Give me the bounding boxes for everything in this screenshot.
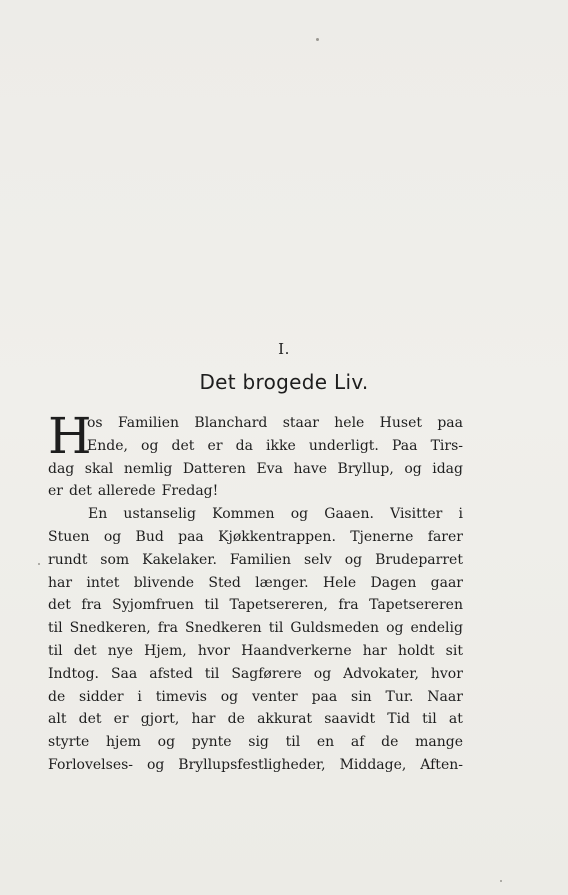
word: og bbox=[103, 528, 122, 545]
word: holdt bbox=[397, 642, 435, 659]
text-line bbox=[48, 435, 463, 458]
chapter-number: I. bbox=[278, 340, 290, 358]
word: er bbox=[207, 437, 223, 454]
word: En bbox=[88, 506, 108, 523]
word: en bbox=[316, 734, 335, 751]
word: de bbox=[381, 734, 399, 751]
word: og bbox=[404, 460, 422, 477]
word: sig bbox=[248, 734, 269, 751]
word: Indtog. bbox=[48, 665, 99, 682]
text-lines bbox=[48, 407, 463, 777]
word: skal bbox=[84, 460, 114, 477]
word: rundt bbox=[48, 551, 88, 568]
word: selv bbox=[303, 551, 332, 568]
word: Guldsmeden bbox=[290, 620, 380, 637]
word: af bbox=[350, 734, 365, 751]
word: de bbox=[48, 688, 66, 705]
word: nye bbox=[107, 642, 133, 659]
word: og bbox=[344, 551, 363, 568]
word: Middage, bbox=[339, 756, 407, 773]
word: endelig bbox=[410, 620, 463, 637]
word: Tid bbox=[387, 711, 411, 728]
word: og bbox=[157, 734, 176, 751]
word: venter bbox=[251, 688, 298, 705]
word: have bbox=[293, 460, 328, 477]
word: Dagen bbox=[370, 574, 417, 591]
text-line bbox=[48, 412, 463, 435]
word: hjem bbox=[106, 734, 141, 751]
word: intet bbox=[86, 574, 120, 591]
word: Tapetsereren, bbox=[229, 597, 328, 614]
word: som bbox=[100, 551, 130, 568]
word: Kjøkkentrappen. bbox=[218, 528, 336, 545]
word: nemlig bbox=[123, 460, 173, 477]
word: da bbox=[235, 437, 253, 454]
word: er bbox=[113, 711, 129, 728]
text-line bbox=[48, 617, 463, 640]
word: sit bbox=[445, 642, 463, 659]
word: hvor bbox=[197, 642, 230, 659]
paper-speck bbox=[38, 563, 40, 565]
word: Fredag! bbox=[161, 483, 219, 500]
text-line bbox=[48, 754, 463, 777]
word: Tirs- bbox=[430, 437, 463, 454]
word: i bbox=[137, 688, 142, 705]
word: de bbox=[227, 711, 245, 728]
word: staar bbox=[282, 415, 319, 431]
word: Bryllup, bbox=[337, 460, 394, 477]
word: underligt. bbox=[308, 437, 379, 454]
text-line bbox=[48, 663, 463, 686]
word: og bbox=[386, 620, 404, 637]
word: alt bbox=[48, 711, 67, 728]
word: og bbox=[141, 437, 159, 454]
text-line bbox=[48, 686, 463, 709]
word: Syjomfruen bbox=[112, 597, 194, 614]
word: sin bbox=[351, 688, 372, 705]
word: os bbox=[87, 415, 103, 431]
word: Advokater, bbox=[343, 665, 419, 682]
word: til bbox=[204, 597, 219, 614]
text-line bbox=[48, 708, 463, 731]
word: Bryllupsfestligheder, bbox=[178, 756, 326, 773]
word: ustanselig bbox=[123, 506, 196, 523]
word: til bbox=[48, 642, 63, 659]
word: i bbox=[458, 506, 463, 523]
word: ikke bbox=[266, 437, 296, 454]
word: blivende bbox=[133, 574, 195, 591]
word: fra bbox=[338, 597, 359, 614]
paper-speck bbox=[316, 38, 319, 41]
word: og bbox=[313, 665, 332, 682]
word: til bbox=[48, 620, 63, 637]
word: Brudeparret bbox=[375, 551, 463, 568]
word: Tjenerne bbox=[350, 528, 414, 545]
word: Hele bbox=[322, 574, 357, 591]
word: paa bbox=[437, 415, 463, 431]
word: Blanchard bbox=[194, 415, 268, 431]
word: Huset bbox=[379, 415, 422, 431]
word: til bbox=[204, 665, 220, 682]
drop-cap: H bbox=[48, 407, 92, 465]
word: er bbox=[48, 483, 63, 500]
word: Aften- bbox=[420, 756, 463, 773]
text-line bbox=[48, 594, 463, 617]
word: Familien bbox=[229, 551, 291, 568]
word: Datteren bbox=[182, 460, 246, 477]
text-line bbox=[48, 503, 463, 526]
word: Ende, bbox=[87, 437, 128, 454]
word: Visitter bbox=[390, 506, 443, 523]
word: og bbox=[220, 688, 239, 705]
word: mange bbox=[415, 734, 463, 751]
word: det bbox=[48, 597, 71, 614]
word: og bbox=[290, 506, 309, 523]
word: og bbox=[146, 756, 165, 773]
word: Eva bbox=[256, 460, 283, 477]
word: akkurat bbox=[257, 711, 313, 728]
word: til bbox=[285, 734, 301, 751]
word: har bbox=[362, 642, 387, 659]
word: Sted bbox=[208, 574, 241, 591]
word: sidder bbox=[79, 688, 124, 705]
word: det bbox=[68, 483, 92, 500]
word: idag bbox=[432, 460, 463, 477]
chapter-title: Det brogede Liv. bbox=[199, 370, 369, 394]
word: gaar bbox=[430, 574, 463, 591]
word: har bbox=[48, 574, 73, 591]
text-line bbox=[48, 526, 463, 549]
word: fra bbox=[81, 597, 102, 614]
word: farer bbox=[427, 528, 463, 545]
word: paa bbox=[311, 688, 338, 705]
word: Kommen bbox=[212, 506, 275, 523]
word: Familien bbox=[117, 415, 180, 431]
word: styrte bbox=[48, 734, 90, 751]
word: Gaaen. bbox=[324, 506, 374, 523]
word: Bud bbox=[135, 528, 164, 545]
word: paa bbox=[178, 528, 204, 545]
word: Tur. bbox=[385, 688, 414, 705]
text-line bbox=[48, 480, 463, 503]
word: afsted bbox=[149, 665, 193, 682]
word: allerede bbox=[97, 483, 156, 500]
word: Saa bbox=[110, 665, 138, 682]
paper-speck bbox=[500, 880, 502, 882]
text-line bbox=[48, 572, 463, 595]
word: har bbox=[191, 711, 216, 728]
word: timevis bbox=[155, 688, 207, 705]
word: Naar bbox=[427, 688, 463, 705]
word: pynte bbox=[191, 734, 232, 751]
word: det bbox=[73, 642, 97, 659]
word: Stuen bbox=[48, 528, 90, 545]
text-line bbox=[48, 458, 463, 481]
word: Snedkeren, bbox=[69, 620, 151, 637]
word: Snedkeren bbox=[185, 620, 262, 637]
word: fra bbox=[157, 620, 178, 637]
word: hvor bbox=[430, 665, 463, 682]
word: at bbox=[448, 711, 463, 728]
text-line bbox=[48, 549, 463, 572]
word: gjort, bbox=[140, 711, 180, 728]
word: hele bbox=[334, 415, 365, 431]
text-line bbox=[48, 640, 463, 663]
word: til bbox=[422, 711, 437, 728]
word: Forlovelses- bbox=[48, 756, 134, 773]
word: det bbox=[78, 711, 102, 728]
text-line bbox=[48, 731, 463, 754]
word: det bbox=[171, 437, 195, 454]
word: til bbox=[268, 620, 284, 637]
word: Haandverkerne bbox=[241, 642, 352, 659]
body-text bbox=[48, 407, 463, 777]
word: længer. bbox=[255, 574, 309, 591]
word: Tapetsereren bbox=[369, 597, 463, 614]
word: Kakelaker. bbox=[142, 551, 217, 568]
word: Paa bbox=[391, 437, 418, 454]
word: Sagførere bbox=[231, 665, 302, 682]
word: dag bbox=[48, 460, 75, 477]
word: saavidt bbox=[324, 711, 376, 728]
word: Hjem, bbox=[144, 642, 187, 659]
